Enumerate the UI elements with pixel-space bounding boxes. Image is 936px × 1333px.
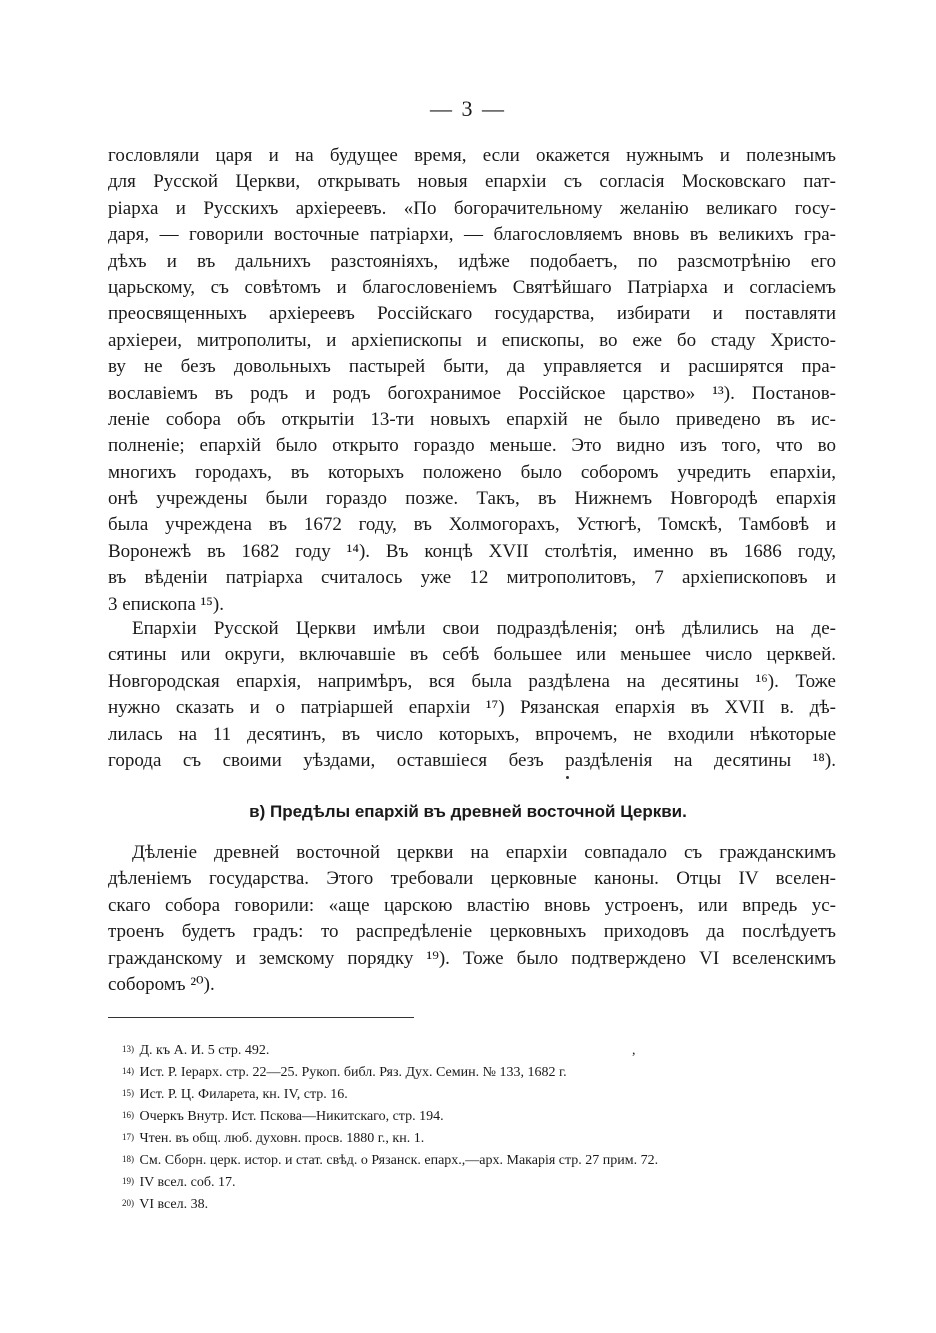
- footnote: [108, 1194, 836, 1216]
- text-line: нужно сказать и о патріаршей епархіи ¹⁷) Рязанская епархія въ XVII в. дѣ-: [108, 697, 836, 719]
- text-line: царьскому, съ совѣтомъ и благословеніемъ Святѣйшаго Патріарха и согласіемъ: [108, 276, 836, 298]
- text-line: гословляли царя и на будущее время, если окажется нужнымъ и полезнымъ: [108, 145, 836, 166]
- footnote-mark: 17): [122, 1132, 134, 1142]
- footnote-divider: [108, 1017, 414, 1018]
- text-line: была учреждена въ 1672 году, въ Холмогорахъ, Устюгѣ, Томскѣ, Тамбовѣ и: [108, 514, 836, 536]
- text-line: преосвященныхъ архіереевъ Россійскаго государства, избирати и поставляти: [108, 303, 836, 325]
- text-line: троенъ будетъ градъ: то распредѣленіе церковныхъ приходовъ да послѣдуетъ: [108, 921, 836, 943]
- text-line: многихъ городахъ, въ которыхъ положено было соборомъ учредить епархіи,: [108, 461, 836, 483]
- section-heading: в) Предѣлы епархій въ древней восточной Церкви.: [249, 802, 687, 821]
- paragraph-3: [108, 840, 836, 998]
- text-line: для Русской Церкви, открывать новыя епархіи съ согласія Московскаго пат-: [108, 171, 836, 193]
- footnote-mark: 18): [122, 1154, 134, 1164]
- footnote-text: VI всел. 38.: [139, 1197, 209, 1212]
- text-line: сятины или округи, включавшіе въ себѣ большее или меньшее число церквей.: [108, 644, 836, 666]
- footnote-text: IV всел. соб. 17.: [139, 1175, 236, 1190]
- footnote: [108, 1172, 836, 1194]
- text-line: ву не безъ довольныхъ пастырей быти, да управляется и расширятся пра-: [108, 356, 836, 378]
- footnote-mark: 14): [122, 1066, 134, 1076]
- footnote: [108, 1106, 836, 1128]
- text-line: дѣленіемъ государства. Этого требовали церковные каноны. Отцы IV вселен-: [108, 868, 836, 890]
- footnote: [108, 1040, 836, 1062]
- text-line: ріарха и Русскихъ архіереевъ. «По богорачительному желанію великаго госу-: [108, 197, 836, 219]
- text-line: леніе собора объ открытіи 13-ти новыхъ епархій не было приведено въ ис-: [108, 408, 836, 430]
- text-line: Дѣленіе древней восточной церкви на епархіи совпадало съ гражданскимъ: [132, 842, 836, 863]
- footnote-text: Ист. Р. Іерарх. стр. 22—25. Рукоп. библ. Ряз. Дух. Семин. № 133, 1682 г.: [139, 1065, 567, 1080]
- text-line: скаго собора говорили: «аще царскою властію вновь устроенъ, или впредь ус-: [108, 894, 836, 916]
- footnote: [108, 1128, 836, 1150]
- footnote-mark: 16): [122, 1110, 134, 1120]
- footnote-mark: 13): [122, 1044, 134, 1054]
- footnote-text: См. Сборн. церк. истор. и стат. свѣд. о Рязанск. епарх.,—арх. Макарія стр. 27 прим. 72.: [139, 1153, 659, 1168]
- text-line: даря, — говорили восточные патріархи, — благословляемъ вновь въ великихъ гра-: [108, 224, 836, 246]
- footnote: [108, 1150, 836, 1172]
- page-number: — 3 —: [430, 96, 506, 121]
- footnote-mark: 20): [122, 1198, 134, 1208]
- stray-comma: ,: [632, 1043, 636, 1058]
- footnote-text: Д. къ А. И. 5 стр. 492.: [139, 1043, 270, 1058]
- footnote-mark: 19): [122, 1176, 134, 1186]
- footnote: [108, 1084, 836, 1106]
- text-line: полненіе; епархій было открыто гораздо меньше. Это видно изъ того, что во: [108, 435, 836, 457]
- text-line: дѣхъ и въ дальнихъ разстояніяхъ, идѣже подобаетъ, по разсмотрѣнію его: [108, 250, 836, 272]
- text-line: вославіемъ въ родъ и родъ богохранимое Россійское царство» ¹³). Постанов-: [108, 382, 836, 404]
- text-line: архіереи, митрополиты, и архіепископы и епископы, во еже бо стаду Христо-: [108, 329, 836, 351]
- text-line: города съ своими уѣздами, оставшіеся безъ раздѣленія на десятины ¹⁸).: [108, 749, 836, 771]
- footnote-text: Очеркъ Внутр. Ист. Пскова—Никитскаго, стр. 194.: [139, 1109, 444, 1124]
- text-line: Новгородская епархія, напримѣръ, вся была раздѣлена на десятины ¹⁶). Тоже: [108, 670, 836, 692]
- footnotes: [108, 1040, 836, 1216]
- footnote-text: Ист. Р. Ц. Филарета, кн. IV, стр. 16.: [139, 1087, 348, 1102]
- text-line: въ вѣденіи патріарха считалось уже 12 митрополитовъ, 7 архіепископовъ и: [108, 567, 836, 589]
- text-line: соборомъ ²⁰).: [108, 973, 215, 995]
- footnote-mark: 15): [122, 1088, 134, 1098]
- stray-dot: [566, 776, 569, 779]
- text-line: Епархіи Русской Церкви имѣли свои подраздѣленія; онѣ дѣлились на де-: [132, 618, 836, 639]
- text-line: Воронежѣ въ 1682 году ¹⁴). Въ концѣ XVII столѣтія, именно въ 1686 году,: [108, 540, 836, 562]
- footnote: [108, 1062, 836, 1084]
- paragraph-2: [108, 616, 836, 774]
- text-line: лилась на 11 десятинъ, въ число которыхъ, впрочемъ, не входили нѣкоторые: [108, 723, 836, 745]
- paragraph-1: [108, 143, 836, 618]
- text-line: онѣ учреждены были гораздо позже. Такъ, въ Нижнемъ Новгородѣ епархія: [108, 488, 836, 510]
- footnote-text: Чтен. въ общ. люб. духовн. просв. 1880 г., кн. 1.: [139, 1131, 425, 1146]
- text-line: 3 епископа ¹⁵).: [108, 593, 224, 615]
- text-line: гражданскому и земскому порядку ¹⁹). Тоже было подтверждено VI вселенскимъ: [108, 947, 836, 969]
